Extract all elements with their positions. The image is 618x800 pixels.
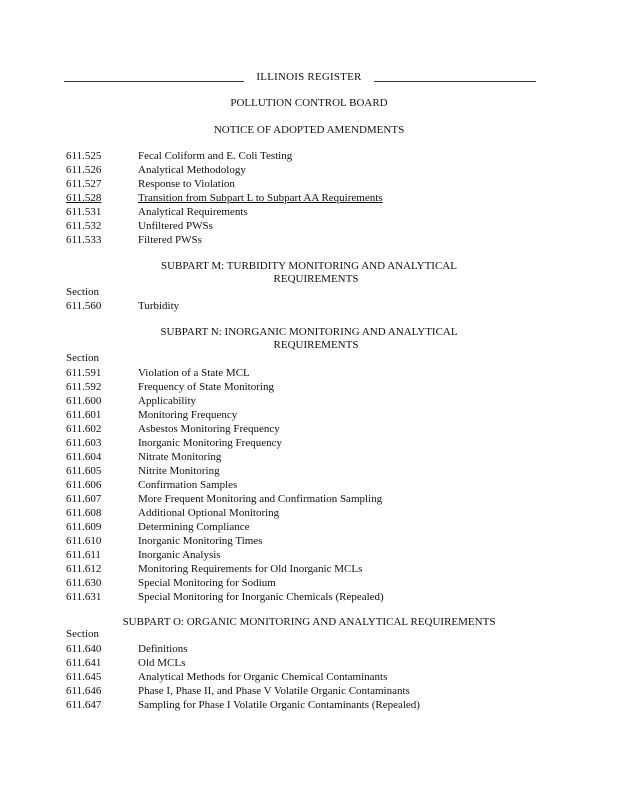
section-row <box>66 422 546 436</box>
section-row <box>66 562 546 576</box>
section-number: 611.592 <box>66 381 102 393</box>
section-row <box>66 177 546 191</box>
section-number: 611.526 <box>66 164 102 176</box>
section-title: Sampling for Phase I Volatile Organic Contaminants (Repealed) <box>138 699 420 711</box>
section-row <box>66 670 546 684</box>
section-title: Asbestos Monitoring Frequency <box>138 423 280 435</box>
section-title: Response to Violation <box>138 178 235 190</box>
section-row <box>66 380 546 394</box>
section-number: 611.527 <box>66 178 102 190</box>
subpart-o-heading: SUBPART O: ORGANIC MONITORING AND ANALYTICAL REQUIREMENTS <box>122 616 496 628</box>
section-title: Transition from Subpart L to Subpart AA Requirements <box>138 192 383 204</box>
section-number: 611.611 <box>66 549 101 561</box>
section-title: Confirmation Samples <box>138 479 238 491</box>
section-title: Analytical Methods for Organic Chemical Contaminants <box>138 671 388 683</box>
section-row-amended <box>66 191 546 205</box>
section-number: 611.606 <box>66 479 102 491</box>
section-row <box>66 548 546 562</box>
section-row <box>66 299 546 313</box>
section-row <box>66 366 546 380</box>
section-title: More Frequent Monitoring and Confirmation Sampling <box>138 493 383 505</box>
section-title: Monitoring Frequency <box>138 409 238 421</box>
section-title: Inorganic Monitoring Frequency <box>138 437 282 449</box>
section-number: 611.607 <box>66 493 102 505</box>
section-row <box>66 408 546 422</box>
section-number: 611.641 <box>66 657 102 669</box>
section-title: Fecal Coliform and E. Coli Testing <box>138 150 293 162</box>
section-title: Additional Optional Monitoring <box>138 507 280 519</box>
section-title: Nitrite Monitoring <box>138 465 220 477</box>
section-row <box>66 450 546 464</box>
section-title: Frequency of State Monitoring <box>138 381 274 393</box>
section-row <box>66 520 546 534</box>
section-title: Definitions <box>138 643 188 655</box>
section-number: 611.609 <box>66 521 102 533</box>
section-row <box>66 478 546 492</box>
section-title: Applicability <box>138 395 197 407</box>
section-number: 611.647 <box>66 699 102 711</box>
section-row <box>66 464 546 478</box>
section-title: Old MCLs <box>138 657 186 669</box>
section-number: 611.640 <box>66 643 102 655</box>
section-number: 611.560 <box>66 300 102 312</box>
section-title: Analytical Requirements <box>138 206 248 218</box>
section-number: 611.605 <box>66 465 102 477</box>
section-number: 611.604 <box>66 451 102 463</box>
section-number: 611.603 <box>66 437 102 449</box>
subpart-n-heading-line1: SUBPART N: INORGANIC MONITORING AND ANALYTICAL <box>160 326 458 338</box>
section-title: Inorganic Analysis <box>138 549 221 561</box>
section-title: Inorganic Monitoring Times <box>138 535 263 547</box>
section-number: 611.600 <box>66 395 102 407</box>
section-title: Phase I, Phase II, and Phase V Volatile Organic Contaminants <box>138 685 410 697</box>
section-label: Section <box>66 628 99 640</box>
section-number: 611.601 <box>66 409 102 421</box>
section-title: Monitoring Requirements for Old Inorganic MCLs <box>138 563 363 575</box>
section-title: Special Monitoring for Inorganic Chemicals (Repealed) <box>138 591 384 603</box>
section-number: 611.591 <box>66 367 102 379</box>
section-row <box>66 684 546 698</box>
section-number: 611.630 <box>66 577 102 589</box>
section-title: Unfiltered PWSs <box>138 220 213 232</box>
section-row <box>66 149 546 163</box>
subpart-n-heading-line2: REQUIREMENTS <box>273 339 359 351</box>
section-number: 611.533 <box>66 234 102 246</box>
section-row <box>66 163 546 177</box>
section-number: 611.646 <box>66 685 102 697</box>
section-row <box>66 233 546 247</box>
section-title: Analytical Methodology <box>138 164 246 176</box>
section-title: Filtered PWSs <box>138 234 202 246</box>
section-title: Determining Compliance <box>138 521 250 533</box>
section-number: 611.645 <box>66 671 102 683</box>
section-label: Section <box>66 286 99 298</box>
section-row <box>66 205 546 219</box>
section-number: 611.532 <box>66 220 102 232</box>
section-number: 611.528 <box>66 192 102 204</box>
section-title: Violation of a State MCL <box>138 367 250 379</box>
section-number: 611.631 <box>66 591 102 603</box>
section-number: 611.608 <box>66 507 102 519</box>
section-title: Nitrate Monitoring <box>138 451 222 463</box>
section-number: 611.610 <box>66 535 102 547</box>
section-row <box>66 506 546 520</box>
section-row <box>66 656 546 670</box>
board-name: POLLUTION CONTROL BOARD <box>230 97 388 109</box>
section-title: Special Monitoring for Sodium <box>138 577 276 589</box>
section-row <box>66 590 546 604</box>
section-title: Turbidity <box>138 300 180 312</box>
subpart-m-heading-line1: SUBPART M: TURBIDITY MONITORING AND ANALYTICAL <box>161 260 457 272</box>
section-row <box>66 436 546 450</box>
subpart-m-heading-line2: REQUIREMENTS <box>273 273 359 285</box>
section-number: 611.525 <box>66 150 102 162</box>
section-row <box>66 642 546 656</box>
section-number: 611.531 <box>66 206 102 218</box>
section-row <box>66 534 546 548</box>
section-row <box>66 492 546 506</box>
section-row <box>66 698 546 712</box>
section-row <box>66 219 546 233</box>
section-number: 611.602 <box>66 423 102 435</box>
section-row <box>66 576 546 590</box>
section-number: 611.612 <box>66 563 102 575</box>
notice-title: NOTICE OF ADOPTED AMENDMENTS <box>213 124 405 136</box>
register-title: ILLINOIS REGISTER <box>0 71 618 83</box>
section-label: Section <box>66 352 99 364</box>
section-row <box>66 394 546 408</box>
